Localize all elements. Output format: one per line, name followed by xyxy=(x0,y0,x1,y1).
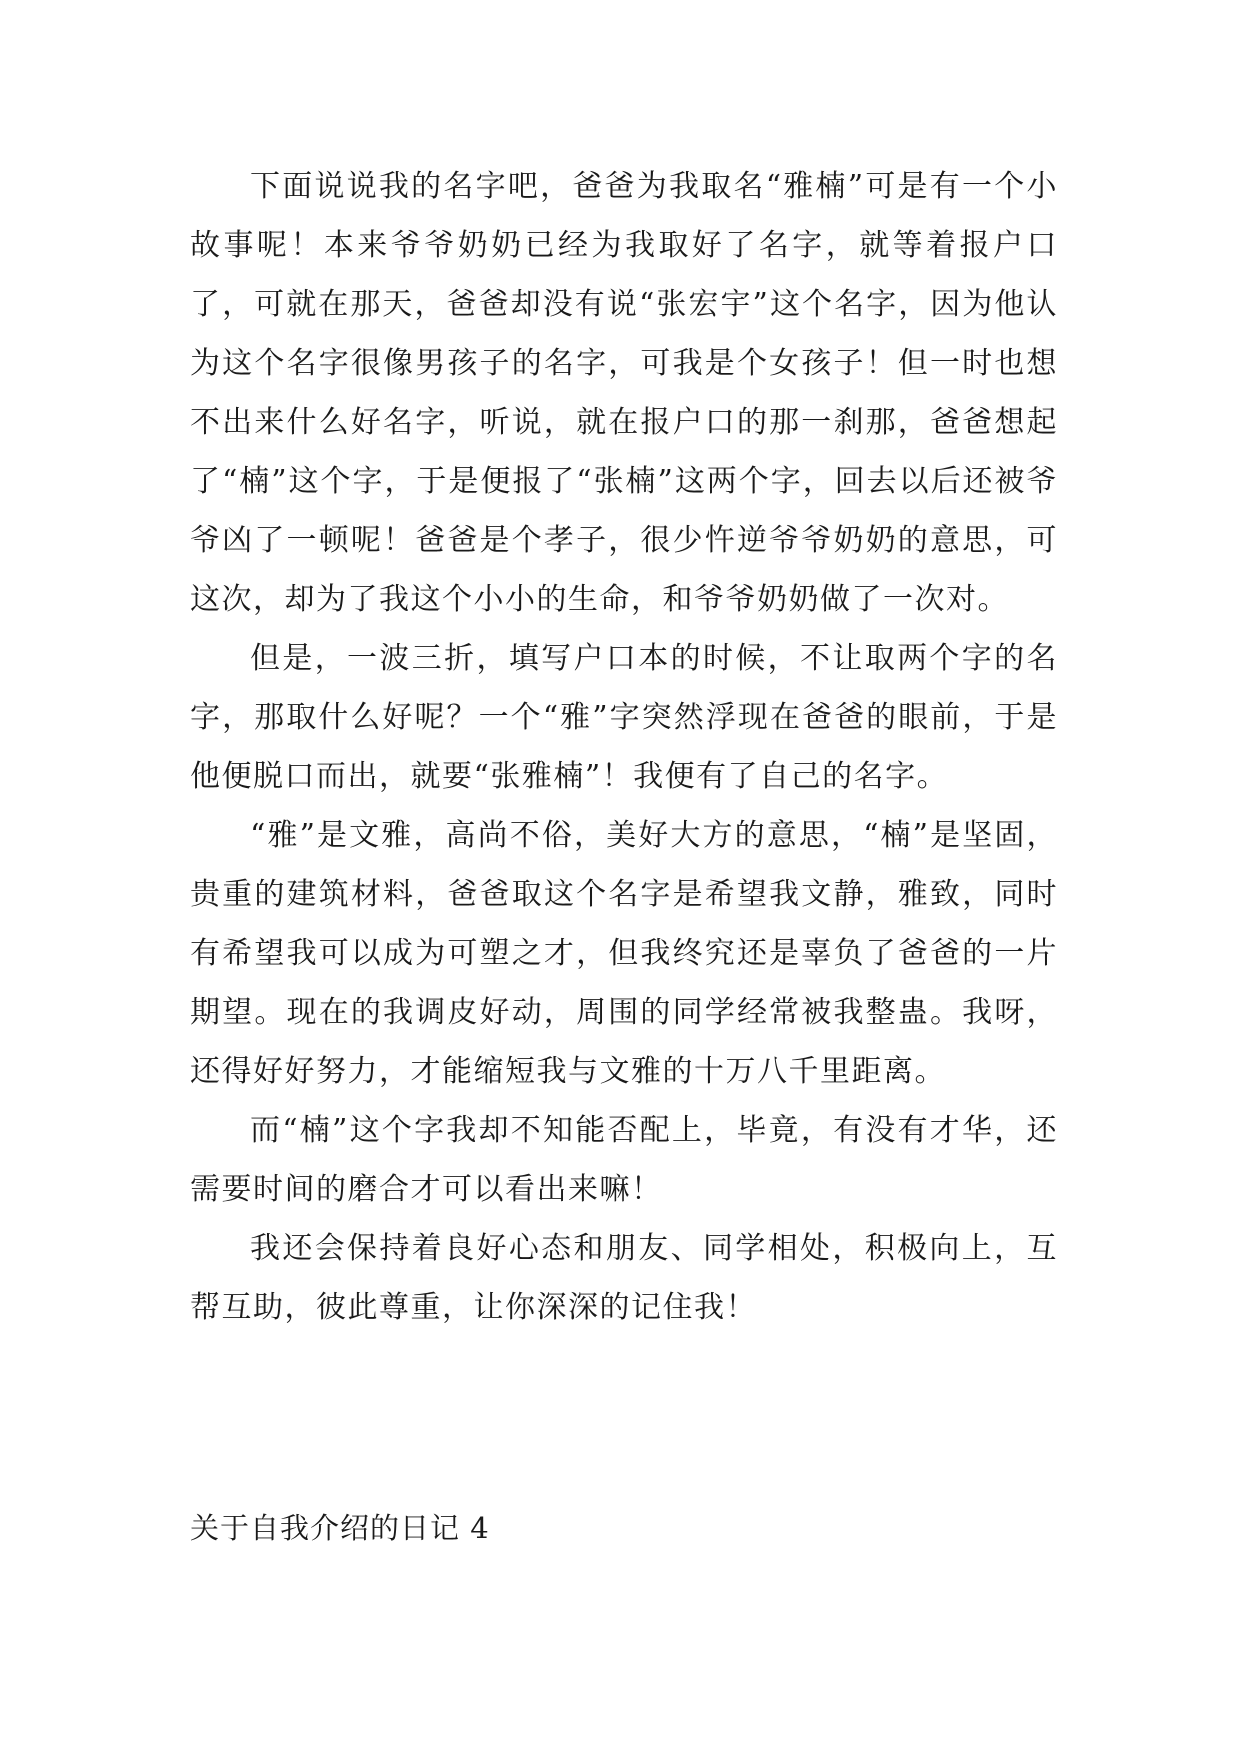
document-body xyxy=(190,157,1058,1337)
section-heading: 关于自我介绍的日记 4 xyxy=(190,1511,490,1545)
paragraph-closing: 我还会保持着良好心态和朋友、同学相处，积极向上，互帮互助，彼此尊重，让你深深的记住我！ xyxy=(190,1231,1058,1325)
paragraph-talent: 而“楠”这个字我却不知能否配上，毕竟，有没有才华，还需要时间的磨合才可以看出来嘛！ xyxy=(190,1113,1058,1207)
paragraph-name-story: 下面说说我的名字吧，爸爸为我取名“雅楠”可是有一个小故事呢！本来爷爷奶奶已经为我取好了名字，就等着报户口了，可就在那天，爸爸却没有说“张宏宇”这个名字，因为他认为这个名字很像男孩子的名字，可我是个女孩子！但一时也想不出来什么好名字，听说，就在报户口的那一刹那，爸爸想起了“楠”这个字，于是便报了“张楠”这两个字，回去以后还被爷爷凶了一顿呢！爸爸是个孝子，很少忤逆爷爷奶奶的意思，可这次，却为了我这个小小的生命，和爷爷奶奶做了一次对。 xyxy=(190,169,1058,617)
paragraph-name-meaning: “雅”是文雅，高尚不俗，美好大方的意思，“楠”是坚固，贵重的建筑材料，爸爸取这个名字是希望我文静，雅致，同时有希望我可以成为可塑之才，但我终究还是辜负了爸爸的一片期望。现在的我调皮好动，周围的同学经常被我整蛊。我呀，还得好好努力，才能缩短我与文雅的十万八千里距离。 xyxy=(190,818,1058,1089)
paragraph-registration: 但是，一波三折，填写户口本的时候，不让取两个字的名字，那取什么好呢？一个“雅”字突然浮现在爸爸的眼前，于是他便脱口而出，就要“张雅楠”！我便有了自己的名字。 xyxy=(190,641,1058,794)
